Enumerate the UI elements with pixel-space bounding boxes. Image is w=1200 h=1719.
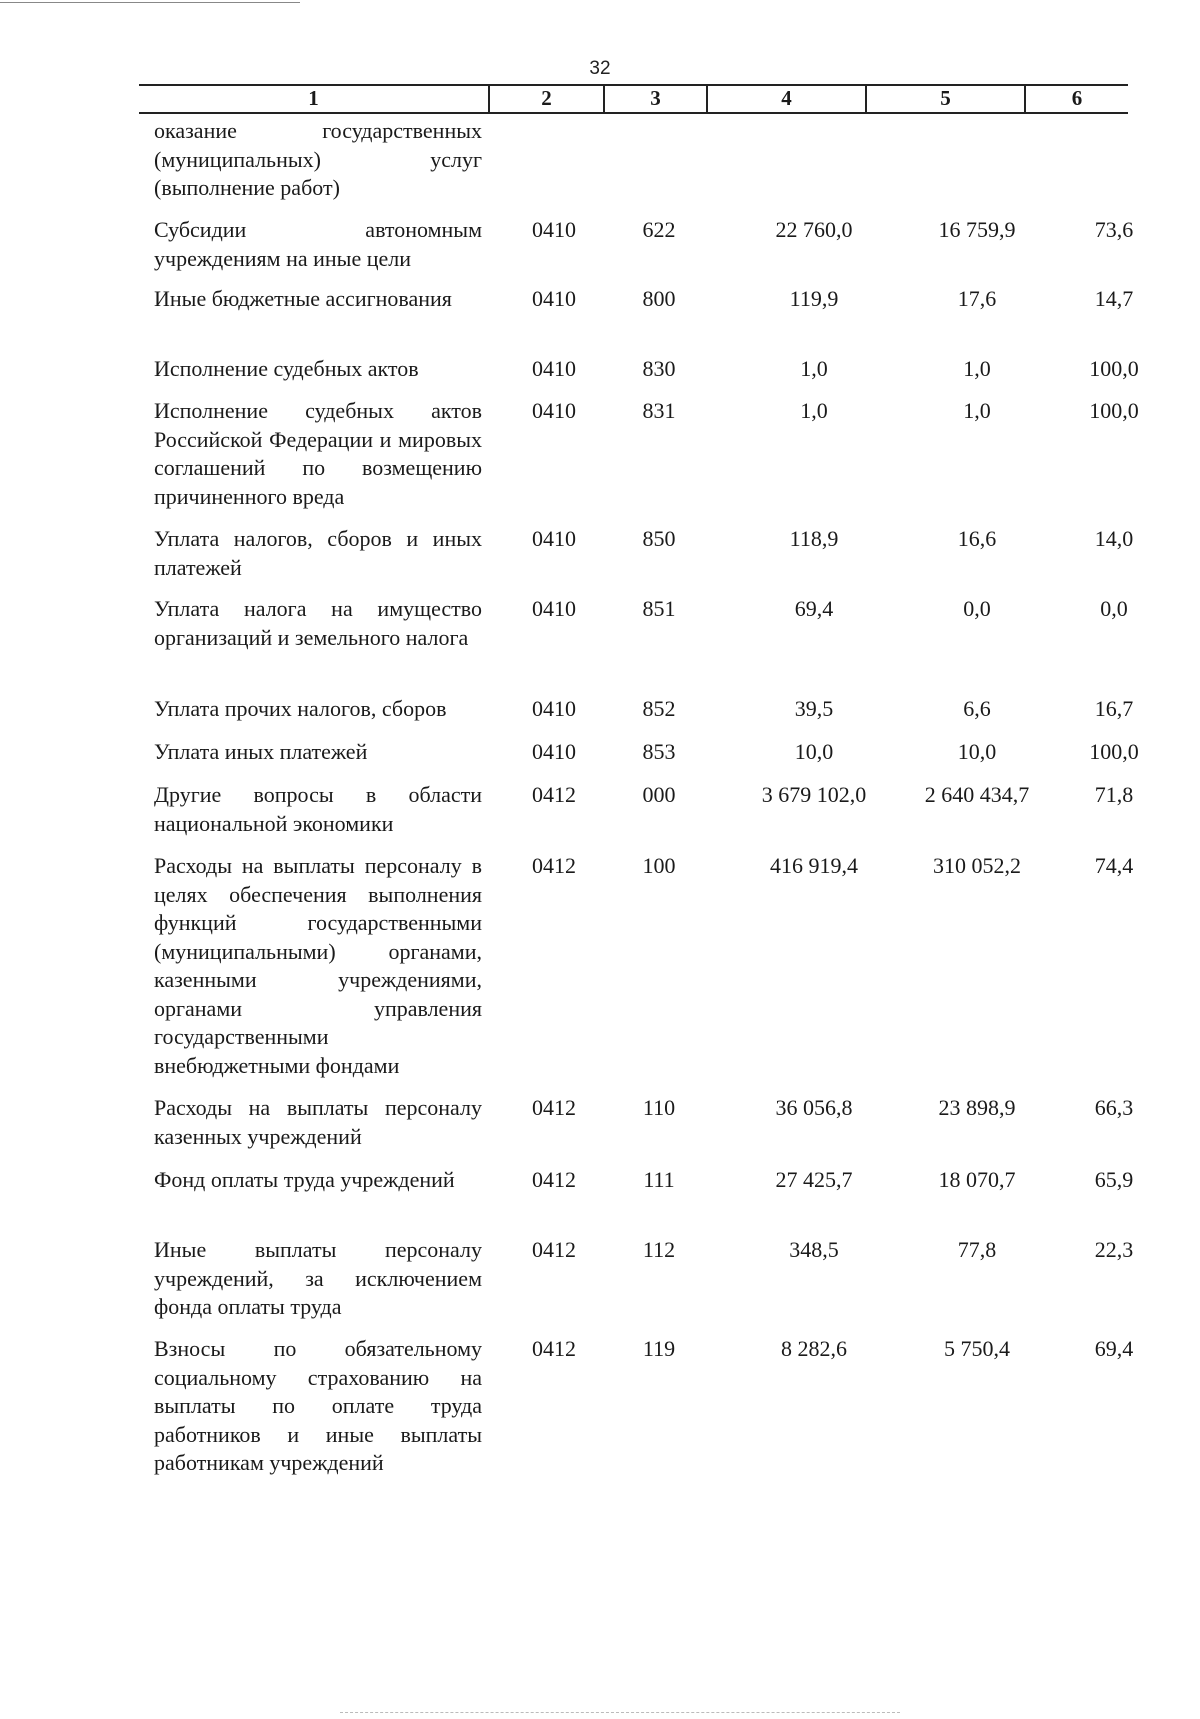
planned-amount: 27 425,7 bbox=[775, 1167, 853, 1192]
executed-amount: 18 070,7 bbox=[938, 1167, 1016, 1192]
expense-type-code: 800 bbox=[642, 286, 676, 311]
expense-type-code: 622 bbox=[642, 217, 676, 242]
page-number: 32 bbox=[589, 58, 611, 79]
execution-percent: 100,0 bbox=[1089, 398, 1139, 423]
column-header-2: 2 bbox=[488, 86, 603, 112]
planned-amount: 69,4 bbox=[794, 596, 834, 621]
row-description: оказание государственных (муниципальных) услуг (выполнение работ) bbox=[154, 118, 482, 200]
section-code: 0410 bbox=[532, 526, 576, 551]
execution-percent: 14,7 bbox=[1094, 286, 1134, 311]
table-header bbox=[139, 84, 1128, 114]
section-code: 0412 bbox=[532, 853, 576, 878]
row-description: Расходы на выплаты персоналу в целях обеспечения выполнения функций государственными (муниципальными) органами, казенными учреждениями, органами управления государственными внебюджетными фондами bbox=[154, 853, 482, 1078]
expense-type-code: 000 bbox=[642, 782, 676, 807]
planned-amount: 22 760,0 bbox=[775, 217, 853, 242]
row-description: Взносы по обязательному социальному страхованию на выплаты по оплате труда работников и иные выплаты работникам учреждений bbox=[154, 1336, 482, 1475]
section-code: 0412 bbox=[532, 1095, 576, 1120]
section-code: 0410 bbox=[532, 398, 576, 423]
expense-type-code: 110 bbox=[642, 1095, 676, 1120]
execution-percent: 65,9 bbox=[1094, 1167, 1134, 1192]
expense-type-code: 119 bbox=[642, 1336, 676, 1361]
execution-percent: 71,8 bbox=[1094, 782, 1134, 807]
section-code: 0412 bbox=[532, 782, 576, 807]
executed-amount: 17,6 bbox=[957, 286, 997, 311]
planned-amount: 1,0 bbox=[800, 356, 828, 381]
executed-amount: 6,6 bbox=[963, 696, 991, 721]
planned-amount: 39,5 bbox=[794, 696, 834, 721]
section-code: 0412 bbox=[532, 1167, 576, 1192]
planned-amount: 36 056,8 bbox=[775, 1095, 853, 1120]
planned-amount: 1,0 bbox=[800, 398, 828, 423]
execution-percent: 69,4 bbox=[1094, 1336, 1134, 1361]
execution-percent: 66,3 bbox=[1094, 1095, 1134, 1120]
executed-amount: 1,0 bbox=[963, 398, 991, 423]
executed-amount: 16,6 bbox=[957, 526, 997, 551]
planned-amount: 416 919,4 bbox=[770, 853, 858, 878]
row-description: Иные бюджетные ассигнования bbox=[154, 286, 452, 311]
execution-percent: 16,7 bbox=[1094, 696, 1134, 721]
execution-percent: 100,0 bbox=[1089, 356, 1139, 381]
section-code: 0410 bbox=[532, 596, 576, 621]
executed-amount: 5 750,4 bbox=[944, 1336, 1010, 1361]
planned-amount: 118,9 bbox=[789, 526, 839, 551]
row-description: Уплата налога на имущество организаций и земельного налога bbox=[154, 596, 482, 650]
expense-type-code: 111 bbox=[643, 1167, 675, 1192]
executed-amount: 1,0 bbox=[963, 356, 991, 381]
planned-amount: 3 679 102,0 bbox=[761, 782, 867, 807]
planned-amount: 119,9 bbox=[789, 286, 839, 311]
column-header-1: 1 bbox=[308, 86, 319, 110]
expense-type-code: 831 bbox=[642, 398, 676, 423]
executed-amount: 310 052,2 bbox=[933, 853, 1021, 878]
expense-type-code: 100 bbox=[642, 853, 676, 878]
expense-type-code: 112 bbox=[642, 1237, 676, 1262]
section-code: 0412 bbox=[532, 1336, 576, 1361]
row-description: Исполнение судебных актов bbox=[154, 356, 419, 381]
expense-type-code: 850 bbox=[642, 526, 676, 551]
row-description: Исполнение судебных актов Российской Федерации и мировых соглашений по возмещению причиненного вреда bbox=[154, 398, 482, 509]
execution-percent: 14,0 bbox=[1094, 526, 1134, 551]
expense-type-code: 852 bbox=[642, 696, 676, 721]
planned-amount: 348,5 bbox=[789, 1237, 839, 1262]
column-header-6: 6 bbox=[1024, 86, 1128, 112]
bottom-edge-rule bbox=[340, 1712, 900, 1713]
execution-percent: 74,4 bbox=[1094, 853, 1134, 878]
section-code: 0410 bbox=[532, 739, 576, 764]
row-description: Иные выплаты персоналу учреждений, за исключением фонда оплаты труда bbox=[154, 1237, 482, 1319]
row-description: Субсидии автономным учреждениям на иные цели bbox=[154, 217, 482, 271]
row-description: Фонд оплаты труда учреждений bbox=[154, 1167, 455, 1192]
section-code: 0410 bbox=[532, 217, 576, 242]
execution-percent: 0,0 bbox=[1100, 596, 1128, 621]
row-description: Уплата прочих налогов, сборов bbox=[154, 696, 447, 721]
row-description: Другие вопросы в области национальной экономики bbox=[154, 782, 482, 836]
top-edge-rule bbox=[0, 2, 300, 3]
row-description: Уплата иных платежей bbox=[154, 739, 368, 764]
section-code: 0412 bbox=[532, 1237, 576, 1262]
execution-percent: 73,6 bbox=[1094, 217, 1134, 242]
expense-type-code: 851 bbox=[642, 596, 676, 621]
column-header-4: 4 bbox=[706, 86, 865, 112]
column-header-5: 5 bbox=[865, 86, 1024, 112]
executed-amount: 16 759,9 bbox=[938, 217, 1016, 242]
section-code: 0410 bbox=[532, 356, 576, 381]
section-code: 0410 bbox=[532, 286, 576, 311]
planned-amount: 10,0 bbox=[794, 739, 834, 764]
section-code: 0410 bbox=[532, 696, 576, 721]
executed-amount: 23 898,9 bbox=[938, 1095, 1016, 1120]
row-description: Уплата налогов, сборов и иных платежей bbox=[154, 526, 482, 580]
expense-type-code: 853 bbox=[642, 739, 676, 764]
planned-amount: 8 282,6 bbox=[781, 1336, 847, 1361]
executed-amount: 0,0 bbox=[963, 596, 991, 621]
executed-amount: 10,0 bbox=[957, 739, 997, 764]
execution-percent: 100,0 bbox=[1089, 739, 1139, 764]
execution-percent: 22,3 bbox=[1094, 1237, 1134, 1262]
executed-amount: 77,8 bbox=[957, 1237, 997, 1262]
column-header-3: 3 bbox=[603, 86, 706, 112]
executed-amount: 2 640 434,7 bbox=[924, 782, 1030, 807]
row-description: Расходы на выплаты персоналу казенных учреждений bbox=[154, 1095, 482, 1149]
expense-type-code: 830 bbox=[642, 356, 676, 381]
